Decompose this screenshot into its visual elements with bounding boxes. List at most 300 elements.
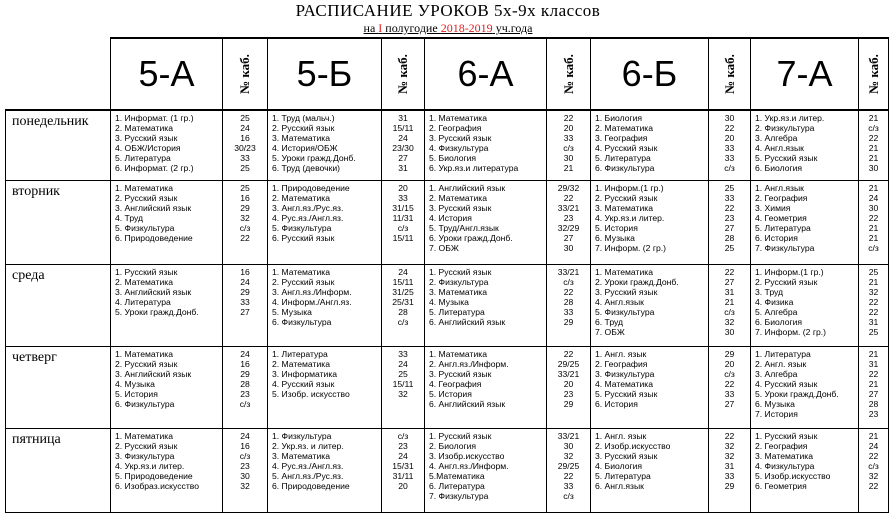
lesson-room: с/з (563, 143, 574, 154)
lesson-subject: 6. Биология (755, 316, 803, 327)
class-header: 5-А (111, 38, 223, 110)
lesson-subject: 4. Рус.яз./Англ.яз. (272, 460, 344, 471)
lesson-room: 21 (868, 430, 879, 441)
day-row (6, 264, 889, 346)
lesson-subject: 3. Английский язык (115, 202, 192, 213)
lesson-subject: 6. История (595, 398, 638, 409)
lesson-room: 22 (563, 286, 574, 297)
lesson-subject: 3. Русский язык (429, 133, 492, 144)
lesson-room: 32 (240, 212, 250, 223)
lesson-subject: 7. История (755, 409, 798, 420)
lesson-subject: 4. История (429, 212, 472, 223)
lesson-room: 20 (398, 480, 408, 491)
lesson-subject: 4. Биология (595, 460, 643, 471)
lesson-room: 32/29 (557, 222, 580, 233)
lesson-subject: 2. Русский язык (755, 276, 818, 287)
rooms-cell (547, 346, 591, 428)
lesson-room: 22 (724, 202, 735, 213)
lesson-room: 22 (240, 232, 250, 243)
lesson-subject: 2. Математика (115, 123, 173, 134)
lesson-subject: 5. Изобр.искусство (755, 470, 831, 481)
lesson-subject: 5. Литература (595, 470, 651, 481)
lesson-subject: 5. Алгебра (755, 306, 798, 317)
lesson-subject: 1. Англ. язык (595, 430, 647, 441)
lesson-subject: 4. Англ.язык (595, 296, 644, 307)
lesson-room: 32 (724, 316, 735, 327)
subjects-cell (111, 110, 223, 180)
lesson-subject: 3. Труд (755, 286, 784, 297)
lesson-room: 24 (398, 450, 408, 461)
lesson-subject: 2. Русский язык (272, 276, 335, 287)
lesson-room: 31 (868, 358, 879, 369)
lesson-room: 22 (724, 430, 735, 441)
lesson-subject: 5. Физкультура (115, 222, 175, 233)
lesson-subject: 2. Биология (429, 440, 477, 451)
lesson-room: 23 (724, 212, 735, 223)
lesson-subject: 2. Русский язык (595, 192, 658, 203)
lesson-subject: 3. Англ.яз./Информ. (272, 286, 352, 297)
day-name: пятница (6, 428, 111, 512)
lesson-room: 30 (868, 163, 879, 174)
lesson-subject: 4. География (429, 378, 482, 389)
lesson-room: 25 (868, 266, 879, 277)
lesson-subject: 5. История (115, 388, 158, 399)
lesson-subject: 6. Укр.яз.и литература (429, 163, 519, 174)
lesson-room: 30 (563, 440, 574, 451)
lesson-room: с/з (724, 368, 735, 379)
lesson-subject: 1. Математика (429, 113, 487, 123)
lesson-room: 21 (868, 232, 879, 243)
lesson-room: 22 (724, 378, 735, 389)
subjects-cell (751, 110, 859, 180)
lesson-subject: 7. Физкультура (429, 491, 489, 502)
lesson-room: 23 (868, 409, 879, 420)
lesson-room: с/з (397, 222, 409, 233)
lesson-subject: 6. Биология (755, 163, 803, 174)
lesson-room: 33 (724, 143, 735, 154)
lesson-room: 32 (398, 388, 408, 399)
lesson-subject: 7. Информ. (2 гр.) (595, 243, 666, 254)
lesson-room: 31 (724, 286, 735, 297)
lesson-subject: 4. Физика (755, 296, 794, 307)
lesson-subject: 3. Математика (755, 450, 813, 461)
lesson-room: 21 (563, 163, 574, 174)
lesson-room: 24 (398, 358, 408, 369)
lesson-room: 30 (724, 113, 735, 123)
rooms-cell (382, 346, 425, 428)
lesson-subject: 1. Литература (755, 348, 811, 359)
lesson-room: 21 (868, 222, 879, 233)
lesson-room: 32 (868, 286, 879, 297)
class-header: 6-Б (591, 38, 709, 110)
lesson-room: 22 (868, 296, 879, 307)
lesson-subject: 1. Информ.(1 гр.) (595, 182, 664, 193)
lesson-subject: 1. Русский язык (755, 430, 818, 441)
lesson-room: с/з (563, 276, 574, 287)
lesson-room: 23/30 (392, 143, 414, 154)
lesson-room: 22 (724, 123, 735, 134)
lesson-subject: 1. Труд (мальч.) (272, 113, 335, 123)
lesson-room: 16 (240, 133, 250, 144)
lesson-room: с/з (868, 243, 879, 254)
lesson-subject: 3. Математика (595, 202, 653, 213)
lesson-room: 29 (724, 480, 735, 491)
lesson-room: 32 (868, 470, 879, 481)
lesson-subject: 1. Русский язык (429, 266, 492, 277)
lesson-subject: 5. Англ.яз./Рус.яз. (272, 470, 344, 481)
rooms-cell (382, 428, 425, 512)
lesson-subject: 4. Физкультура (429, 143, 489, 154)
lesson-room: 24 (868, 440, 879, 451)
lesson-room: 24 (240, 430, 250, 441)
lesson-room: 23 (240, 460, 250, 471)
lesson-room: 24 (240, 123, 250, 134)
day-row (6, 110, 889, 180)
lesson-subject: 1. Математика (272, 266, 330, 277)
rooms-cell (547, 110, 591, 180)
lesson-room: 25 (724, 182, 735, 193)
lesson-room: 15/31 (392, 460, 414, 471)
subjects-cell (111, 264, 223, 346)
lesson-room: 25 (240, 182, 250, 193)
cabinet-header (547, 38, 591, 110)
lesson-room: 24 (240, 348, 250, 359)
lesson-subject: 1. Природоведение (272, 182, 350, 193)
rooms-cell (223, 346, 268, 428)
lesson-room: 21 (868, 143, 879, 154)
lesson-room: 23 (563, 388, 574, 399)
lesson-subject: 4. Музыка (429, 296, 469, 307)
subjects-cell (591, 180, 709, 264)
lesson-subject: 2. Физкультура (755, 123, 815, 134)
lesson-subject: 6. Физкультура (115, 398, 175, 409)
lesson-room: 30 (563, 153, 574, 164)
subjects-cell (111, 346, 223, 428)
lesson-room: 27 (724, 222, 735, 233)
subjects-cell (111, 180, 223, 264)
lesson-room: с/з (239, 398, 251, 409)
lesson-subject: 4. Литература (115, 296, 171, 307)
lesson-room: 31 (398, 163, 408, 174)
lesson-room: 29 (240, 368, 250, 379)
rooms-cell (709, 428, 751, 512)
cabinet-header (382, 38, 425, 110)
lesson-subject: 2. Укр.яз. и литер. (272, 440, 344, 451)
subjects-cell (751, 428, 859, 512)
lesson-subject: 2. Русский язык (115, 192, 178, 203)
rooms-cell (709, 346, 751, 428)
lesson-subject: 5. История (595, 222, 638, 233)
lesson-room: 31/15 (392, 202, 414, 213)
lesson-subject: 1. Математика (429, 348, 487, 359)
lesson-subject: 3. Русский язык (595, 286, 658, 297)
lesson-room: 22 (563, 470, 574, 481)
subjects-cell (751, 180, 859, 264)
lesson-room: 28 (240, 378, 250, 389)
subjects-cell (425, 428, 547, 512)
lesson-room: 20 (724, 358, 735, 369)
lesson-room: 21 (868, 378, 879, 389)
subtitle-half: I (378, 21, 383, 35)
lesson-subject: 1. Информ.(1 гр.) (755, 266, 824, 277)
lesson-room: 30/23 (234, 143, 256, 154)
lesson-room: 28 (724, 232, 735, 243)
lesson-room: 33/21 (557, 266, 580, 277)
lesson-subject: 4. Физкультура (755, 460, 815, 471)
lesson-subject: 6. Геометрия (755, 480, 807, 491)
lesson-room: 27 (868, 388, 879, 399)
lesson-subject: 5. Музыка (272, 306, 312, 317)
lesson-subject: 1. Русский язык (429, 430, 492, 441)
day-row (6, 346, 889, 428)
lesson-subject: 6. Уроки гражд.Донб. (429, 232, 513, 243)
subjects-cell (268, 264, 382, 346)
lesson-subject: 5. Биология (429, 153, 477, 164)
subjects-cell (591, 264, 709, 346)
lesson-subject: 1. Укр.яз.и литер. (755, 113, 825, 123)
lesson-room: 16 (240, 266, 250, 277)
lesson-room: 25 (398, 368, 408, 379)
lesson-room: 15/11 (392, 232, 414, 243)
lesson-room: 33 (563, 480, 574, 491)
lesson-room: с/з (239, 222, 251, 233)
lesson-room: с/з (397, 430, 409, 441)
lesson-subject: 2. Англ. язык (755, 358, 807, 369)
rooms-cell (859, 346, 889, 428)
subjects-cell (751, 264, 859, 346)
lesson-room: 20 (563, 123, 574, 134)
lesson-room: 33/21 (557, 430, 580, 441)
day-name: вторник (6, 180, 111, 264)
lesson-subject: 4. Укр.яз.и литер. (595, 212, 665, 223)
rooms-cell (859, 180, 889, 264)
lesson-subject: 4. Русский язык (755, 378, 818, 389)
lesson-room: 33/21 (557, 368, 580, 379)
lesson-subject: 3. Русский язык (115, 133, 178, 144)
subjects-cell (268, 346, 382, 428)
subjects-cell (591, 346, 709, 428)
rooms-cell (859, 110, 889, 180)
lesson-subject: 5. История (429, 388, 472, 399)
lesson-subject: 7. Информ. (2 гр.) (755, 327, 826, 338)
lesson-room: 29 (240, 286, 250, 297)
lesson-room: 22 (868, 368, 879, 379)
lesson-room: 31 (724, 460, 735, 471)
subjects-cell (425, 110, 547, 180)
lesson-subject: 3. Физкультура (115, 450, 175, 461)
lesson-subject: 2. Русский язык (115, 358, 178, 369)
lesson-subject: 6. История (755, 232, 798, 243)
lesson-subject: 1. Математика (595, 266, 653, 277)
lesson-room: 28 (563, 296, 574, 307)
lesson-room: 27 (398, 153, 408, 164)
cabinet-label: № каб. (237, 54, 252, 94)
lesson-room: 15/11 (392, 123, 414, 134)
lesson-subject: 3. Изобр.искусство (429, 450, 505, 461)
rooms-cell (223, 110, 268, 180)
lesson-room: 22 (563, 192, 574, 203)
day-row (6, 180, 889, 264)
lesson-room: 29 (724, 348, 735, 359)
lesson-room: 31 (868, 316, 879, 327)
lesson-room: 32 (563, 450, 574, 461)
rooms-cell (382, 180, 425, 264)
lesson-room: 25 (240, 163, 250, 174)
lesson-subject: 4. ОБЖ/История (115, 143, 181, 154)
rooms-cell (709, 110, 751, 180)
lesson-room: 33 (240, 296, 250, 307)
lesson-room: 23 (398, 440, 408, 451)
lesson-subject: 4. Рус.яз./Англ.яз. (272, 212, 344, 223)
lesson-subject: 5. Труд/Англ.язык (429, 222, 499, 233)
lesson-subject: 6. Литература (429, 480, 485, 491)
subtitle-suffix: уч.года (492, 21, 533, 35)
lesson-room: 15/11 (392, 276, 414, 287)
lesson-room: 11/31 (392, 212, 414, 223)
lesson-subject: 2. Русский язык (115, 440, 178, 451)
lesson-subject: 3. Химия (755, 202, 791, 213)
lesson-subject: 5. Литература (595, 153, 651, 164)
subtitle-prefix: на (363, 21, 379, 35)
lesson-subject: 4. Русский язык (595, 143, 658, 154)
subjects-cell (591, 428, 709, 512)
lesson-room: 27 (724, 398, 735, 409)
lesson-room: 31 (398, 113, 408, 123)
lesson-room: 24 (398, 133, 408, 144)
lesson-room: с/з (868, 460, 879, 471)
lesson-subject: 2. Уроки гражд.Донб. (595, 276, 679, 287)
lesson-room: 23 (563, 212, 574, 223)
lesson-subject: 3. География (595, 133, 648, 144)
lesson-room: 21 (724, 296, 735, 307)
lesson-subject: 2. Физкультура (429, 276, 489, 287)
lesson-subject: 6. Природоведение (115, 232, 193, 243)
lesson-room: 27 (724, 276, 735, 287)
lesson-room: 20 (563, 378, 574, 389)
lesson-room: 33 (724, 470, 735, 481)
lesson-room: 33/21 (557, 202, 580, 213)
lesson-room: 16 (240, 440, 250, 451)
lesson-subject: 2. Математика (272, 358, 330, 369)
lesson-subject: 5. Литература (429, 306, 485, 317)
lesson-subject: 1. Англ.язык (755, 182, 804, 193)
lesson-room: 27 (240, 306, 250, 317)
lesson-subject: 1. Русский язык (115, 266, 178, 277)
lesson-room: 21 (868, 113, 879, 123)
rooms-cell (859, 428, 889, 512)
lesson-subject: 3. Математика (272, 133, 330, 144)
rooms-cell (223, 264, 268, 346)
lesson-subject: 1. Математика (115, 430, 173, 441)
lesson-subject: 2. География (755, 192, 808, 203)
lesson-subject: 2. География (755, 440, 808, 451)
lesson-room: 21 (868, 182, 879, 193)
lesson-room: 28 (398, 306, 408, 317)
lesson-room: 24 (868, 192, 879, 203)
lesson-room: 33 (240, 153, 250, 164)
lesson-room: 22 (868, 212, 879, 223)
lesson-subject: 5. Уроки гражд.Донб. (755, 388, 839, 399)
lesson-room: 28 (868, 398, 879, 409)
lesson-subject: 1. Английский язык (429, 182, 506, 193)
lesson-subject: 3. Информатика (272, 368, 338, 379)
lesson-room: 24 (398, 266, 408, 277)
lesson-subject: 3. Математика (429, 286, 487, 297)
lesson-subject: 3. Физкультура (595, 368, 655, 379)
subjects-cell (425, 180, 547, 264)
day-name: понедельник (6, 110, 111, 180)
cabinet-header (859, 38, 889, 110)
rooms-cell (223, 428, 268, 512)
lesson-subject: 3. Русский язык (429, 202, 492, 213)
class-header: 5-Б (268, 38, 382, 110)
lesson-room: с/з (724, 306, 735, 317)
lesson-subject: 5. Русский язык (755, 153, 818, 164)
lesson-subject: 6. Природоведение (272, 480, 350, 491)
lesson-room: 22 (868, 306, 879, 317)
lesson-room: 27 (563, 232, 574, 243)
subjects-cell (111, 428, 223, 512)
lesson-room: 21 (868, 276, 879, 287)
day-row (6, 428, 889, 512)
lesson-subject: 2. Математика (429, 192, 487, 203)
cabinet-header (223, 38, 268, 110)
lesson-room: 22 (563, 348, 574, 359)
lesson-subject: 4. Музыка (115, 378, 155, 389)
lesson-subject: 6. Физкультура (595, 163, 655, 174)
lesson-room: 33 (724, 388, 735, 399)
lesson-room: с/з (868, 123, 879, 134)
lesson-room: с/з (239, 450, 251, 461)
lesson-room: 32 (724, 450, 735, 461)
lesson-subject: 2. Математика (272, 192, 330, 203)
lesson-room: 22 (563, 113, 574, 123)
lesson-room: 31/11 (392, 470, 414, 481)
lesson-subject: 6. Музыка (595, 232, 635, 243)
subjects-cell (268, 180, 382, 264)
rooms-cell (709, 180, 751, 264)
lesson-subject: 1. Англ. язык (595, 348, 647, 359)
lesson-room: 30 (724, 327, 735, 338)
rooms-cell (859, 264, 889, 346)
lesson-room: 16 (240, 358, 250, 369)
lesson-subject: 5. Природоведение (115, 470, 193, 481)
lesson-room: 20 (724, 133, 735, 144)
lesson-room: 32 (724, 440, 735, 451)
day-name: среда (6, 264, 111, 346)
rooms-cell (382, 264, 425, 346)
lesson-room: 16 (240, 192, 250, 203)
subjects-cell (751, 346, 859, 428)
lesson-subject: 2. Англ.яз./Информ. (429, 358, 509, 369)
cabinet-label: № каб. (560, 54, 576, 94)
lesson-subject: 5. Уроки гражд.Донб. (115, 306, 199, 317)
lesson-subject: 7. Физкультура (755, 243, 815, 254)
cabinet-label: № каб. (721, 54, 737, 94)
lesson-subject: 7. ОБЖ (429, 243, 459, 254)
lesson-room: 33 (724, 153, 735, 164)
lesson-room: 31/25 (392, 286, 414, 297)
lesson-subject: 2. Математика (595, 123, 653, 134)
header-row (6, 38, 889, 110)
lesson-subject: 1. Физкультура (272, 430, 332, 441)
subjects-cell (268, 428, 382, 512)
lesson-subject: 6. Информат. (2 гр.) (115, 163, 194, 174)
lesson-subject: 4. Укр.яз.и литер. (115, 460, 185, 471)
lesson-room: 33 (724, 192, 735, 203)
rooms-cell (547, 180, 591, 264)
lesson-subject: 4. Русский язык (272, 378, 335, 389)
